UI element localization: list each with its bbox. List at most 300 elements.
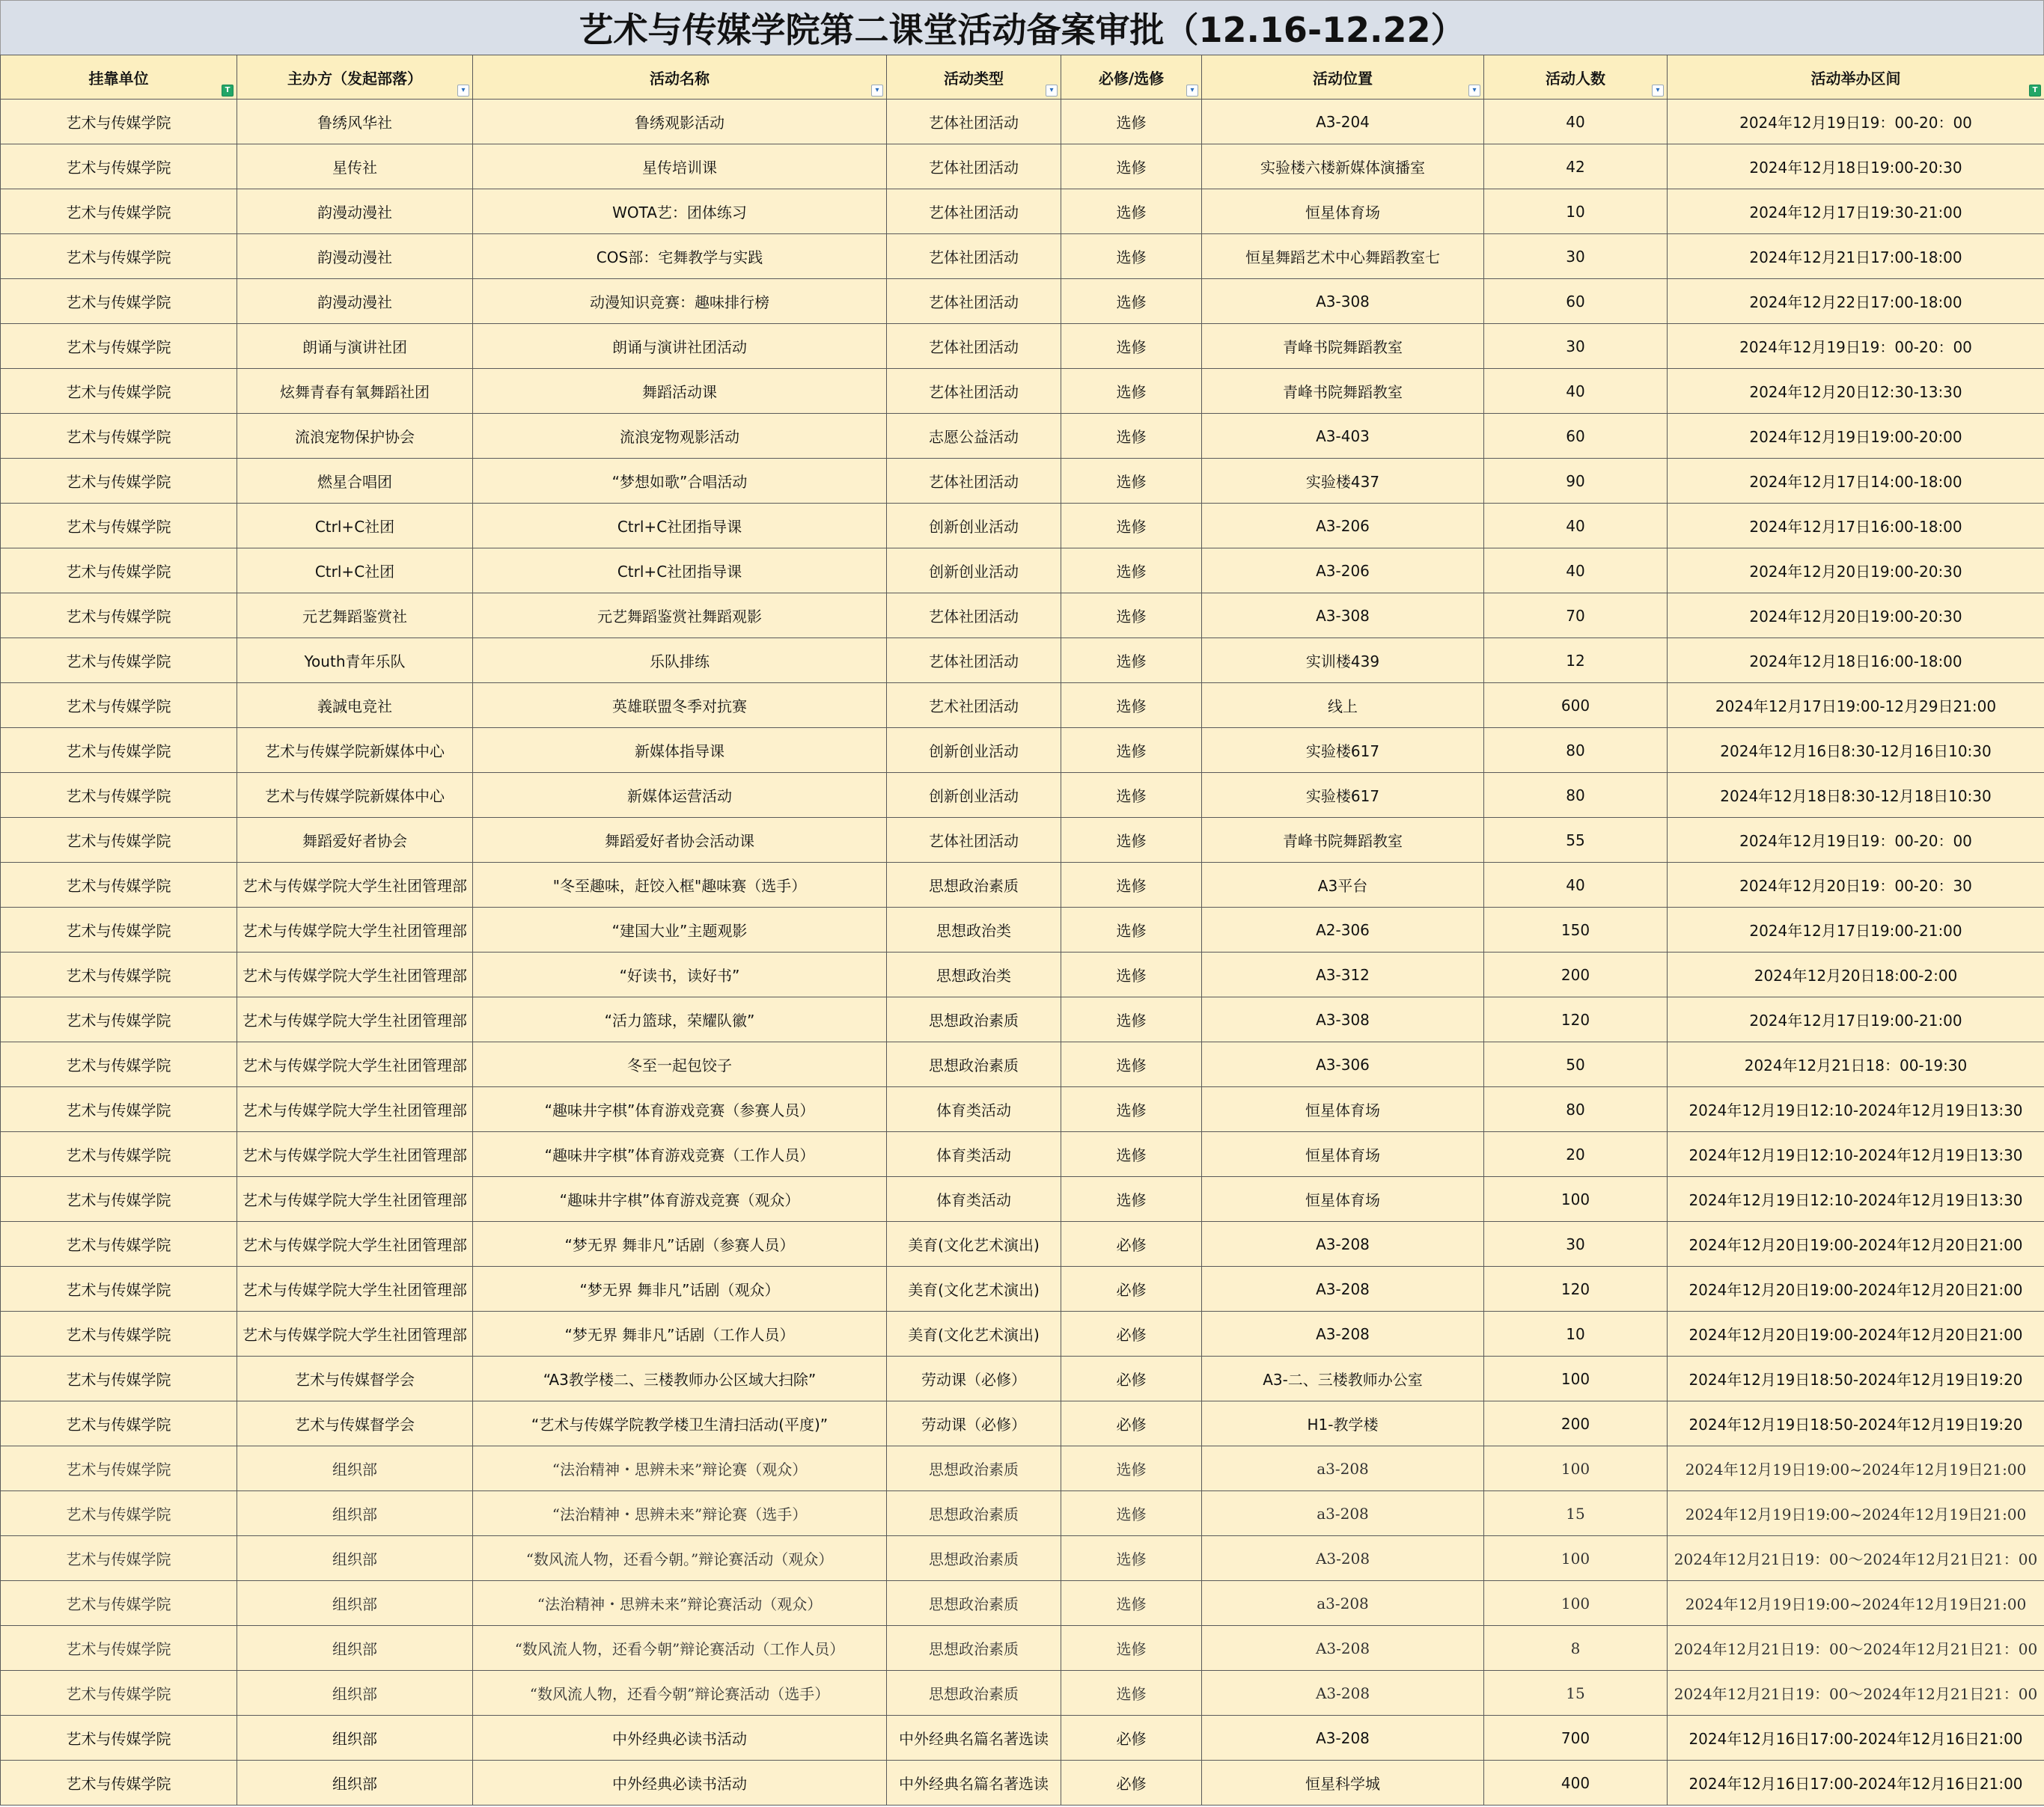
cell-count[interactable]: 200	[1484, 953, 1668, 997]
cell-time[interactable]: 2024年12月19日19:00~2024年12月19日21:00	[1668, 1581, 2044, 1626]
cell-location[interactable]: A3-403	[1202, 414, 1484, 459]
cell-activity-type[interactable]: 艺体社团活动	[887, 144, 1061, 189]
col-header-required[interactable]	[1061, 55, 1202, 100]
col-header-count[interactable]	[1484, 55, 1668, 100]
cell-activity-type[interactable]: 思想政治素质	[887, 863, 1061, 908]
cell-unit[interactable]: 艺术与传媒学院	[1, 818, 237, 863]
cell-unit[interactable]: 艺术与传媒学院	[1, 1087, 237, 1132]
cell-organizer[interactable]: 艺术与传媒学院大学生社团管理部	[237, 1042, 473, 1087]
cell-time[interactable]: 2024年12月17日19:00-21:00	[1668, 908, 2044, 953]
cell-activity-type[interactable]: 思想政治素质	[887, 1581, 1061, 1626]
cell-count[interactable]: 120	[1484, 1267, 1668, 1312]
cell-activity-type[interactable]: 艺体社团活动	[887, 369, 1061, 414]
cell-required[interactable]: 选修	[1061, 683, 1202, 728]
cell-time[interactable]: 2024年12月18日16:00-18:00	[1668, 638, 2044, 683]
cell-activity-name[interactable]: 中外经典必读书活动	[473, 1761, 887, 1806]
cell-activity-type[interactable]: 美育(文化艺术演出)	[887, 1222, 1061, 1267]
cell-activity-name[interactable]: “数风流人物，还看今朝”辩论赛活动（选手）	[473, 1671, 887, 1716]
cell-time[interactable]: 2024年12月19日12:10-2024年12月19日13:30	[1668, 1177, 2044, 1222]
cell-unit[interactable]: 艺术与传媒学院	[1, 1761, 237, 1806]
cell-time[interactable]: 2024年12月21日18：00-19:30	[1668, 1042, 2044, 1087]
cell-unit[interactable]: 艺术与传媒学院	[1, 548, 237, 593]
cell-required[interactable]: 选修	[1061, 773, 1202, 818]
cell-location[interactable]: A3-308	[1202, 593, 1484, 638]
cell-time[interactable]: 2024年12月19日19：00-20：00	[1668, 100, 2044, 144]
cell-time[interactable]: 2024年12月16日17:00-2024年12月16日21:00	[1668, 1716, 2044, 1761]
cell-activity-type[interactable]: 志愿公益活动	[887, 414, 1061, 459]
cell-activity-type[interactable]: 艺体社团活动	[887, 234, 1061, 279]
cell-required[interactable]: 选修	[1061, 279, 1202, 324]
cell-unit[interactable]: 艺术与传媒学院	[1, 1357, 237, 1401]
cell-location[interactable]: 恒星体育场	[1202, 1132, 1484, 1177]
cell-required[interactable]: 选修	[1061, 863, 1202, 908]
cell-time[interactable]: 2024年12月22日17:00-18:00	[1668, 279, 2044, 324]
filter-dropdown-icon[interactable]: ▾	[871, 85, 883, 97]
cell-required[interactable]: 选修	[1061, 1042, 1202, 1087]
col-header-organizer[interactable]	[237, 55, 473, 100]
cell-activity-type[interactable]: 艺体社团活动	[887, 638, 1061, 683]
cell-count[interactable]: 50	[1484, 1042, 1668, 1087]
cell-activity-type[interactable]: 艺体社团活动	[887, 189, 1061, 234]
cell-count[interactable]: 20	[1484, 1132, 1668, 1177]
cell-organizer[interactable]: Ctrl+C社团	[237, 548, 473, 593]
cell-count[interactable]: 150	[1484, 908, 1668, 953]
cell-organizer[interactable]: 艺术与传媒学院新媒体中心	[237, 773, 473, 818]
cell-required[interactable]: 必修	[1061, 1312, 1202, 1357]
cell-location[interactable]: H1-教学楼	[1202, 1401, 1484, 1446]
cell-activity-type[interactable]: 思想政治素质	[887, 1491, 1061, 1536]
cell-activity-type[interactable]: 艺体社团活动	[887, 100, 1061, 144]
cell-activity-type[interactable]: 创新创业活动	[887, 773, 1061, 818]
cell-organizer[interactable]: 艺术与传媒学院大学生社团管理部	[237, 1267, 473, 1312]
cell-location[interactable]: A3-306	[1202, 1042, 1484, 1087]
cell-count[interactable]: 100	[1484, 1177, 1668, 1222]
cell-organizer[interactable]: 组织部	[237, 1581, 473, 1626]
cell-unit[interactable]: 艺术与传媒学院	[1, 1177, 237, 1222]
cell-location[interactable]: 青峰书院舞蹈教室	[1202, 324, 1484, 369]
cell-required[interactable]: 选修	[1061, 1446, 1202, 1491]
cell-required[interactable]: 选修	[1061, 997, 1202, 1042]
cell-required[interactable]: 选修	[1061, 728, 1202, 773]
cell-count[interactable]: 100	[1484, 1581, 1668, 1626]
cell-count[interactable]: 40	[1484, 100, 1668, 144]
cell-time[interactable]: 2024年12月21日17:00-18:00	[1668, 234, 2044, 279]
cell-organizer[interactable]: 舞蹈爱好者协会	[237, 818, 473, 863]
cell-required[interactable]: 选修	[1061, 324, 1202, 369]
cell-time[interactable]: 2024年12月17日16:00-18:00	[1668, 504, 2044, 548]
cell-time[interactable]: 2024年12月17日19:00-12月29日21:00	[1668, 683, 2044, 728]
cell-time[interactable]: 2024年12月19日18:50-2024年12月19日19:20	[1668, 1357, 2044, 1401]
cell-required[interactable]: 选修	[1061, 144, 1202, 189]
cell-activity-name[interactable]: 舞蹈爱好者协会活动课	[473, 818, 887, 863]
cell-time[interactable]: 2024年12月20日19:00-2024年12月20日21:00	[1668, 1267, 2044, 1312]
cell-activity-name[interactable]: 元艺舞蹈鉴赏社舞蹈观影	[473, 593, 887, 638]
cell-location[interactable]: 恒星舞蹈艺术中心舞蹈教室七	[1202, 234, 1484, 279]
cell-unit[interactable]: 艺术与传媒学院	[1, 1671, 237, 1716]
cell-time[interactable]: 2024年12月21日19：00～2024年12月21日21：00	[1668, 1671, 2044, 1716]
cell-activity-name[interactable]: 流浪宠物观影活动	[473, 414, 887, 459]
cell-activity-name[interactable]: "冬至趣味，赶饺入框"趣味赛（选手）	[473, 863, 887, 908]
cell-unit[interactable]: 艺术与传媒学院	[1, 189, 237, 234]
cell-count[interactable]: 90	[1484, 459, 1668, 504]
cell-count[interactable]: 55	[1484, 818, 1668, 863]
cell-activity-name[interactable]: COS部：宅舞教学与实践	[473, 234, 887, 279]
cell-unit[interactable]: 艺术与传媒学院	[1, 728, 237, 773]
cell-unit[interactable]: 艺术与传媒学院	[1, 144, 237, 189]
cell-organizer[interactable]: 韵漫动漫社	[237, 279, 473, 324]
cell-activity-name[interactable]: “好读书，读好书”	[473, 953, 887, 997]
cell-time[interactable]: 2024年12月16日17:00-2024年12月16日21:00	[1668, 1761, 2044, 1806]
cell-location[interactable]: 恒星体育场	[1202, 1087, 1484, 1132]
cell-organizer[interactable]: Youth青年乐队	[237, 638, 473, 683]
cell-location[interactable]: 恒星科学城	[1202, 1761, 1484, 1806]
cell-activity-name[interactable]: 舞蹈活动课	[473, 369, 887, 414]
filter-active-icon[interactable]: T	[2029, 85, 2041, 97]
cell-activity-type[interactable]: 思想政治素质	[887, 1446, 1061, 1491]
cell-activity-type[interactable]: 艺体社团活动	[887, 279, 1061, 324]
cell-organizer[interactable]: 艺术与传媒督学会	[237, 1401, 473, 1446]
cell-activity-type[interactable]: 美育(文化艺术演出)	[887, 1267, 1061, 1312]
cell-activity-type[interactable]: 艺体社团活动	[887, 593, 1061, 638]
cell-count[interactable]: 100	[1484, 1536, 1668, 1581]
cell-activity-name[interactable]: “数风流人物，还看今朝。”辩论赛活动（观众）	[473, 1536, 887, 1581]
cell-activity-type[interactable]: 思想政治素质	[887, 1671, 1061, 1716]
cell-location[interactable]: A3-208	[1202, 1312, 1484, 1357]
cell-count[interactable]: 600	[1484, 683, 1668, 728]
cell-time[interactable]: 2024年12月17日19:00-21:00	[1668, 997, 2044, 1042]
cell-location[interactable]: A3-208	[1202, 1626, 1484, 1671]
cell-unit[interactable]: 艺术与传媒学院	[1, 324, 237, 369]
cell-organizer[interactable]: 艺术与传媒学院大学生社团管理部	[237, 997, 473, 1042]
cell-organizer[interactable]: 组织部	[237, 1491, 473, 1536]
cell-activity-type[interactable]: 劳动课（必修）	[887, 1401, 1061, 1446]
cell-activity-name[interactable]: WOTA艺：团体练习	[473, 189, 887, 234]
cell-required[interactable]: 选修	[1061, 593, 1202, 638]
cell-unit[interactable]: 艺术与传媒学院	[1, 414, 237, 459]
cell-organizer[interactable]: 组织部	[237, 1761, 473, 1806]
cell-organizer[interactable]: Ctrl+C社团	[237, 504, 473, 548]
filter-active-icon[interactable]: T	[222, 85, 234, 97]
filter-dropdown-icon[interactable]: ▾	[457, 85, 469, 97]
cell-activity-type[interactable]: 体育类活动	[887, 1177, 1061, 1222]
cell-required[interactable]: 选修	[1061, 818, 1202, 863]
cell-count[interactable]: 40	[1484, 548, 1668, 593]
cell-activity-name[interactable]: “A3教学楼二、三楼教师办公区域大扫除”	[473, 1357, 887, 1401]
cell-location[interactable]: 实验楼617	[1202, 773, 1484, 818]
cell-location[interactable]: a3-208	[1202, 1491, 1484, 1536]
cell-required[interactable]: 选修	[1061, 908, 1202, 953]
cell-required[interactable]: 选修	[1061, 1087, 1202, 1132]
cell-unit[interactable]: 艺术与传媒学院	[1, 1536, 237, 1581]
cell-required[interactable]: 必修	[1061, 1716, 1202, 1761]
cell-count[interactable]: 40	[1484, 863, 1668, 908]
cell-activity-name[interactable]: 新媒体指导课	[473, 728, 887, 773]
cell-unit[interactable]: 艺术与传媒学院	[1, 997, 237, 1042]
cell-organizer[interactable]: 韵漫动漫社	[237, 189, 473, 234]
cell-organizer[interactable]: 韵漫动漫社	[237, 234, 473, 279]
cell-activity-name[interactable]: “法治精神・思辨未来”辩论赛（选手）	[473, 1491, 887, 1536]
cell-organizer[interactable]: 炫舞青春有氧舞蹈社团	[237, 369, 473, 414]
filter-dropdown-icon[interactable]: ▾	[1468, 85, 1480, 97]
cell-activity-type[interactable]: 思想政治素质	[887, 1536, 1061, 1581]
cell-activity-name[interactable]: “梦想如歌”合唱活动	[473, 459, 887, 504]
cell-activity-type[interactable]: 劳动课（必修）	[887, 1357, 1061, 1401]
cell-count[interactable]: 700	[1484, 1716, 1668, 1761]
cell-activity-name[interactable]: 鲁绣观影活动	[473, 100, 887, 144]
cell-location[interactable]: 恒星体育场	[1202, 189, 1484, 234]
cell-count[interactable]: 80	[1484, 1087, 1668, 1132]
cell-count[interactable]: 60	[1484, 414, 1668, 459]
cell-required[interactable]: 选修	[1061, 189, 1202, 234]
cell-unit[interactable]: 艺术与传媒学院	[1, 1581, 237, 1626]
cell-organizer[interactable]: 艺术与传媒学院大学生社团管理部	[237, 1132, 473, 1177]
cell-count[interactable]: 30	[1484, 234, 1668, 279]
cell-activity-type[interactable]: 艺体社团活动	[887, 818, 1061, 863]
cell-required[interactable]: 选修	[1061, 1132, 1202, 1177]
cell-unit[interactable]: 艺术与传媒学院	[1, 683, 237, 728]
cell-activity-name[interactable]: 中外经典必读书活动	[473, 1716, 887, 1761]
cell-location[interactable]: a3-208	[1202, 1581, 1484, 1626]
cell-time[interactable]: 2024年12月19日19:00-20:00	[1668, 414, 2044, 459]
cell-organizer[interactable]: 流浪宠物保护协会	[237, 414, 473, 459]
cell-unit[interactable]: 艺术与传媒学院	[1, 1267, 237, 1312]
cell-location[interactable]: a3-208	[1202, 1446, 1484, 1491]
cell-required[interactable]: 选修	[1061, 638, 1202, 683]
cell-location[interactable]: A3-308	[1202, 997, 1484, 1042]
cell-time[interactable]: 2024年12月17日14:00-18:00	[1668, 459, 2044, 504]
cell-activity-type[interactable]: 思想政治素质	[887, 997, 1061, 1042]
cell-unit[interactable]: 艺术与传媒学院	[1, 1446, 237, 1491]
cell-activity-type[interactable]: 创新创业活动	[887, 548, 1061, 593]
cell-required[interactable]: 必修	[1061, 1401, 1202, 1446]
cell-time[interactable]: 2024年12月20日18:00-2:00	[1668, 953, 2044, 997]
cell-unit[interactable]: 艺术与传媒学院	[1, 1491, 237, 1536]
cell-time[interactable]: 2024年12月20日19：00-20：30	[1668, 863, 2044, 908]
cell-organizer[interactable]: 组织部	[237, 1671, 473, 1716]
cell-required[interactable]: 选修	[1061, 459, 1202, 504]
cell-time[interactable]: 2024年12月19日19:00~2024年12月19日21:00	[1668, 1446, 2044, 1491]
cell-activity-type[interactable]: 体育类活动	[887, 1087, 1061, 1132]
cell-location[interactable]: A2-306	[1202, 908, 1484, 953]
cell-time[interactable]: 2024年12月21日19：00～2024年12月21日21：00	[1668, 1626, 2044, 1671]
cell-activity-type[interactable]: 创新创业活动	[887, 728, 1061, 773]
cell-activity-name[interactable]: “趣味井字棋”体育游戏竞赛（工作人员）	[473, 1132, 887, 1177]
cell-count[interactable]: 10	[1484, 189, 1668, 234]
cell-organizer[interactable]: 艺术与传媒学院大学生社团管理部	[237, 1177, 473, 1222]
cell-required[interactable]: 选修	[1061, 953, 1202, 997]
cell-required[interactable]: 必修	[1061, 1267, 1202, 1312]
col-header-activity-type[interactable]	[887, 55, 1061, 100]
cell-unit[interactable]: 艺术与传媒学院	[1, 908, 237, 953]
cell-required[interactable]: 选修	[1061, 1626, 1202, 1671]
cell-required[interactable]: 选修	[1061, 1536, 1202, 1581]
cell-required[interactable]: 选修	[1061, 369, 1202, 414]
cell-time[interactable]: 2024年12月19日19：00-20：00	[1668, 818, 2044, 863]
cell-location[interactable]: 实训楼439	[1202, 638, 1484, 683]
cell-activity-type[interactable]: 体育类活动	[887, 1132, 1061, 1177]
cell-activity-name[interactable]: 英雄联盟冬季对抗赛	[473, 683, 887, 728]
cell-location[interactable]: A3-208	[1202, 1222, 1484, 1267]
cell-location[interactable]: 青峰书院舞蹈教室	[1202, 369, 1484, 414]
cell-required[interactable]: 选修	[1061, 1177, 1202, 1222]
cell-organizer[interactable]: 组织部	[237, 1626, 473, 1671]
cell-location[interactable]: 实验楼617	[1202, 728, 1484, 773]
cell-count[interactable]: 42	[1484, 144, 1668, 189]
cell-organizer[interactable]: 鲁绣风华社	[237, 100, 473, 144]
cell-location[interactable]: A3-208	[1202, 1716, 1484, 1761]
cell-activity-type[interactable]: 艺体社团活动	[887, 324, 1061, 369]
cell-unit[interactable]: 艺术与传媒学院	[1, 1716, 237, 1761]
cell-activity-type[interactable]: 艺术社团活动	[887, 683, 1061, 728]
cell-organizer[interactable]: 艺术与传媒学院新媒体中心	[237, 728, 473, 773]
cell-organizer[interactable]: 燃星合唱团	[237, 459, 473, 504]
cell-activity-name[interactable]: 乐队排练	[473, 638, 887, 683]
col-header-unit[interactable]	[1, 55, 237, 100]
cell-activity-name[interactable]: “趣味井字棋”体育游戏竞赛（参赛人员）	[473, 1087, 887, 1132]
cell-activity-name[interactable]: “梦无界 舞非凡”话剧（工作人员）	[473, 1312, 887, 1357]
cell-activity-name[interactable]: “法治精神・思辨未来”辩论赛（观众）	[473, 1446, 887, 1491]
cell-location[interactable]: A3-206	[1202, 504, 1484, 548]
cell-unit[interactable]: 艺术与传媒学院	[1, 369, 237, 414]
cell-count[interactable]: 15	[1484, 1671, 1668, 1716]
cell-location[interactable]: A3-二、三楼教师办公室	[1202, 1357, 1484, 1401]
cell-unit[interactable]: 艺术与传媒学院	[1, 1222, 237, 1267]
cell-count[interactable]: 40	[1484, 504, 1668, 548]
cell-required[interactable]: 必修	[1061, 1357, 1202, 1401]
cell-required[interactable]: 选修	[1061, 504, 1202, 548]
cell-activity-name[interactable]: “艺术与传媒学院教学楼卫生清扫活动(平度)”	[473, 1401, 887, 1446]
cell-location[interactable]: A3平台	[1202, 863, 1484, 908]
cell-required[interactable]: 选修	[1061, 234, 1202, 279]
col-header-time[interactable]	[1668, 55, 2044, 100]
cell-location[interactable]: A3-208	[1202, 1671, 1484, 1716]
cell-unit[interactable]: 艺术与传媒学院	[1, 1312, 237, 1357]
cell-count[interactable]: 400	[1484, 1761, 1668, 1806]
cell-organizer[interactable]: 艺术与传媒学院大学生社团管理部	[237, 1087, 473, 1132]
cell-activity-name[interactable]: “梦无界 舞非凡”话剧（参赛人员）	[473, 1222, 887, 1267]
filter-dropdown-icon[interactable]: ▾	[1046, 85, 1058, 97]
cell-time[interactable]: 2024年12月18日8:30-12月18日10:30	[1668, 773, 2044, 818]
cell-count[interactable]: 40	[1484, 369, 1668, 414]
cell-location[interactable]: 线上	[1202, 683, 1484, 728]
cell-required[interactable]: 必修	[1061, 1222, 1202, 1267]
cell-time[interactable]: 2024年12月20日19:00-20:30	[1668, 548, 2044, 593]
col-header-location[interactable]	[1202, 55, 1484, 100]
cell-count[interactable]: 120	[1484, 997, 1668, 1042]
cell-organizer[interactable]: 艺术与传媒督学会	[237, 1357, 473, 1401]
cell-activity-name[interactable]: “梦无界 舞非凡”话剧（观众）	[473, 1267, 887, 1312]
cell-activity-type[interactable]: 中外经典名篇名著选读	[887, 1716, 1061, 1761]
cell-unit[interactable]: 艺术与传媒学院	[1, 459, 237, 504]
cell-organizer[interactable]: 元艺舞蹈鉴赏社	[237, 593, 473, 638]
cell-organizer[interactable]: 艺术与传媒学院大学生社团管理部	[237, 908, 473, 953]
cell-location[interactable]: A3-208	[1202, 1267, 1484, 1312]
cell-organizer[interactable]: 组织部	[237, 1446, 473, 1491]
cell-time[interactable]: 2024年12月19日19：00-20：00	[1668, 324, 2044, 369]
cell-location[interactable]: 恒星体育场	[1202, 1177, 1484, 1222]
cell-count[interactable]: 100	[1484, 1357, 1668, 1401]
cell-unit[interactable]: 艺术与传媒学院	[1, 1132, 237, 1177]
cell-organizer[interactable]: 艺术与传媒学院大学生社团管理部	[237, 953, 473, 997]
cell-activity-type[interactable]: 思想政治素质	[887, 1626, 1061, 1671]
cell-required[interactable]: 选修	[1061, 1671, 1202, 1716]
cell-organizer[interactable]: 艺术与传媒学院大学生社团管理部	[237, 863, 473, 908]
cell-count[interactable]: 80	[1484, 773, 1668, 818]
cell-time[interactable]: 2024年12月19日12:10-2024年12月19日13:30	[1668, 1087, 2044, 1132]
cell-activity-type[interactable]: 思想政治素质	[887, 1042, 1061, 1087]
cell-required[interactable]: 选修	[1061, 1491, 1202, 1536]
cell-time[interactable]: 2024年12月20日19:00-20:30	[1668, 593, 2044, 638]
cell-organizer[interactable]: 组织部	[237, 1716, 473, 1761]
cell-unit[interactable]: 艺术与传媒学院	[1, 593, 237, 638]
cell-activity-type[interactable]: 思想政治类	[887, 908, 1061, 953]
cell-activity-name[interactable]: Ctrl+C社团指导课	[473, 504, 887, 548]
cell-time[interactable]: 2024年12月21日19：00～2024年12月21日21：00	[1668, 1536, 2044, 1581]
cell-activity-name[interactable]: “法治精神・思辨未来”辩论赛活动（观众）	[473, 1581, 887, 1626]
cell-time[interactable]: 2024年12月19日18:50-2024年12月19日19:20	[1668, 1401, 2044, 1446]
cell-unit[interactable]: 艺术与传媒学院	[1, 953, 237, 997]
cell-count[interactable]: 8	[1484, 1626, 1668, 1671]
cell-count[interactable]: 15	[1484, 1491, 1668, 1536]
cell-unit[interactable]: 艺术与传媒学院	[1, 1401, 237, 1446]
cell-count[interactable]: 70	[1484, 593, 1668, 638]
cell-organizer[interactable]: 朗诵与演讲社团	[237, 324, 473, 369]
cell-location[interactable]: A3-206	[1202, 548, 1484, 593]
cell-count[interactable]: 200	[1484, 1401, 1668, 1446]
cell-unit[interactable]: 艺术与传媒学院	[1, 1042, 237, 1087]
filter-dropdown-icon[interactable]: ▾	[1652, 85, 1664, 97]
cell-unit[interactable]: 艺术与传媒学院	[1, 1626, 237, 1671]
cell-activity-name[interactable]: 冬至一起包饺子	[473, 1042, 887, 1087]
cell-organizer[interactable]: 艺术与传媒学院大学生社团管理部	[237, 1222, 473, 1267]
cell-required[interactable]: 必修	[1061, 1761, 1202, 1806]
cell-unit[interactable]: 艺术与传媒学院	[1, 863, 237, 908]
cell-activity-name[interactable]: 朗诵与演讲社团活动	[473, 324, 887, 369]
cell-location[interactable]: 实验楼437	[1202, 459, 1484, 504]
cell-organizer[interactable]: 组织部	[237, 1536, 473, 1581]
cell-unit[interactable]: 艺术与传媒学院	[1, 234, 237, 279]
cell-unit[interactable]: 艺术与传媒学院	[1, 504, 237, 548]
cell-time[interactable]: 2024年12月20日19:00-2024年12月20日21:00	[1668, 1312, 2044, 1357]
cell-time[interactable]: 2024年12月17日19:30-21:00	[1668, 189, 2044, 234]
cell-time[interactable]: 2024年12月19日12:10-2024年12月19日13:30	[1668, 1132, 2044, 1177]
cell-activity-type[interactable]: 创新创业活动	[887, 504, 1061, 548]
cell-count[interactable]: 80	[1484, 728, 1668, 773]
cell-unit[interactable]: 艺术与传媒学院	[1, 638, 237, 683]
cell-count[interactable]: 30	[1484, 1222, 1668, 1267]
cell-time[interactable]: 2024年12月20日12:30-13:30	[1668, 369, 2044, 414]
cell-count[interactable]: 100	[1484, 1446, 1668, 1491]
cell-activity-name[interactable]: 动漫知识竞赛：趣味排行榜	[473, 279, 887, 324]
cell-count[interactable]: 12	[1484, 638, 1668, 683]
cell-unit[interactable]: 艺术与传媒学院	[1, 100, 237, 144]
cell-location[interactable]: 实验楼六楼新媒体演播室	[1202, 144, 1484, 189]
cell-required[interactable]: 选修	[1061, 414, 1202, 459]
cell-unit[interactable]: 艺术与传媒学院	[1, 279, 237, 324]
cell-activity-name[interactable]: Ctrl+C社团指导课	[473, 548, 887, 593]
cell-required[interactable]: 选修	[1061, 100, 1202, 144]
col-header-activity-name[interactable]	[473, 55, 887, 100]
cell-time[interactable]: 2024年12月18日19:00-20:30	[1668, 144, 2044, 189]
cell-time[interactable]: 2024年12月19日19:00~2024年12月19日21:00	[1668, 1491, 2044, 1536]
cell-organizer[interactable]: 艺术与传媒学院大学生社团管理部	[237, 1312, 473, 1357]
cell-activity-name[interactable]: “趣味井字棋”体育游戏竞赛（观众）	[473, 1177, 887, 1222]
cell-location[interactable]: A3-312	[1202, 953, 1484, 997]
cell-time[interactable]: 2024年12月20日19:00-2024年12月20日21:00	[1668, 1222, 2044, 1267]
cell-location[interactable]: 青峰书院舞蹈教室	[1202, 818, 1484, 863]
cell-activity-name[interactable]: 新媒体运营活动	[473, 773, 887, 818]
cell-organizer[interactable]: 星传社	[237, 144, 473, 189]
